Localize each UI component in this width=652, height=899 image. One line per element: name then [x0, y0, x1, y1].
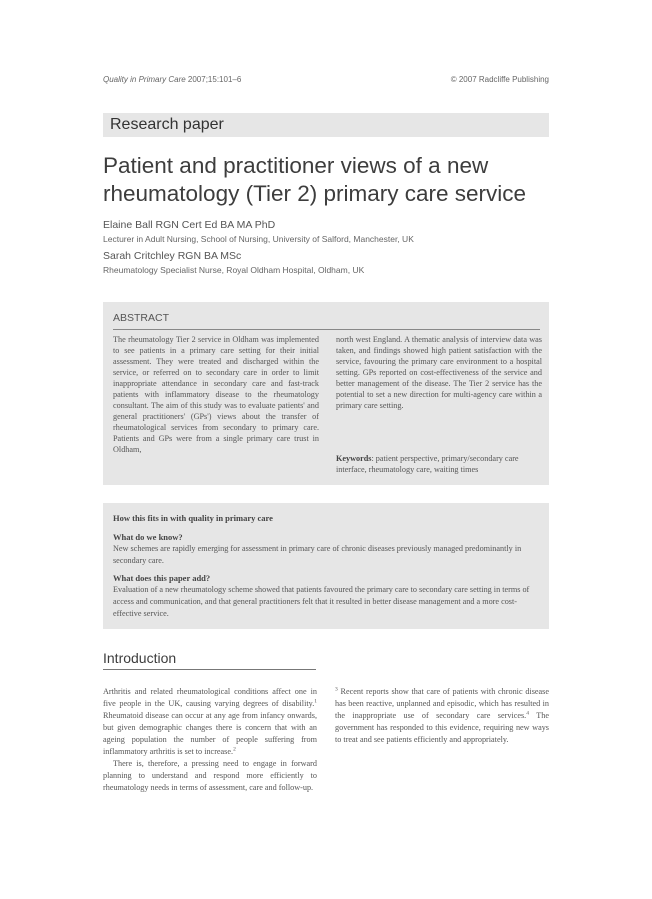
body-column-left	[103, 686, 317, 794]
author-affiliation: Rheumatology Specialist Nurse, Royal Oldham Hospital, Oldham, UK	[103, 265, 365, 275]
quality-box-heading: How this fits in with quality in primary care	[113, 513, 273, 523]
section-heading: Introduction	[103, 650, 177, 666]
paragraph	[103, 758, 317, 794]
text-run: Arthritis and related rheumatological conditions affect one in five people in the UK, causing varying degrees of disability.	[103, 687, 317, 708]
text-run: Recent reports show that care of patients with chronic disease has been reactive, unplanned and episodic, which has resulted in the inappropriate use of secondary care services.	[335, 687, 549, 720]
section-banner	[103, 113, 549, 137]
keywords-label: Keywords	[336, 454, 372, 463]
paragraph	[335, 686, 549, 746]
section-label: Research paper	[110, 116, 224, 133]
abstract-text-left: The rheumatology Tier 2 service in Oldham was implemented to see patients in a primary care setting for their initial assessment. They were treated and discharged within the service, or referred on to secondary care in order to limit inappropriate attendance in secondary care and fast-track patients with inflammatory disease to the rheumatology consultant. The aim of this study was to evaluate patients' and general practitioners' (GPs') views about the transfer of rheumatological services from secondary to primary care. Patients and GPs were from a single primary care trust in Oldham,	[113, 335, 319, 454]
text-run: Rheumatoid disease can occur at any age from infancy onwards, but given demographic changes there is concern that with an ageing population the number of people suffering from inflammatory arthritis is set to increase.	[103, 711, 317, 756]
article-title: Patient and practitioner views of a new rheumatology (Tier 2) primary care service	[103, 153, 527, 206]
journal-name: Quality in Primary Care	[103, 75, 186, 84]
body-column-right	[335, 686, 549, 746]
citation: 2007;15:101–6	[185, 75, 242, 84]
reference-marker: 4	[526, 710, 529, 717]
author-affiliation: Lecturer in Adult Nursing, School of Nursing, University of Salford, Manchester, UK	[103, 234, 414, 244]
quality-box-answer: Evaluation of a new rheumatology scheme showed that patients favoured the primary care to secondary care setting in terms of access and communication, and that general practitioners felt that it resulted in better disease management and a more cost-effective service.	[113, 585, 530, 618]
abstract-keywords	[336, 453, 542, 475]
keywords-text: : patient perspective, primary/secondary care interface, rheumatology care, waiting times	[336, 454, 519, 474]
reference-marker: 2	[233, 746, 236, 753]
abstract-text-right: north west England. A thematic analysis of interview data was taken, and findings showed high patient satisfaction with the service, favouring the primary care environment to a hospital setting. GPs reported on cost-effectiveness of the service and better management of the disease. The Tier 2 service has the potential to set a new direction for multi-agency care within a primary care setting.	[336, 335, 542, 410]
abstract-box	[103, 302, 549, 485]
quality-box-question: What does this paper add?	[113, 573, 211, 583]
journal-citation	[103, 75, 241, 84]
quality-box-question: What do we know?	[113, 532, 183, 542]
quality-box	[103, 503, 549, 629]
author-name: Sarah Critchley RGN BA MSc	[103, 250, 242, 262]
text-run: There is, therefore, a pressing need to engage in forward planning to understand and respond more efficiently to rheumatology needs in terms of assessment, care and follow-up.	[103, 759, 317, 792]
abstract-heading: ABSTRACT	[113, 312, 170, 324]
text-run: The government has responded to this evidence, requiring new ways to treat and see patients efficiently and appropriately.	[335, 711, 549, 744]
author-name: Elaine Ball RGN Cert Ed BA MA PhD	[103, 219, 276, 231]
section-heading-rule	[103, 669, 316, 670]
reference-marker: 3	[335, 686, 338, 693]
copyright: © 2007 Radcliffe Publishing	[450, 75, 549, 84]
reference-marker: 1	[314, 698, 317, 705]
quality-box-answer: New schemes are rapidly emerging for assessment in primary care of chronic diseases previously managed predominantly in secondary care.	[113, 544, 522, 565]
paragraph	[103, 686, 317, 758]
abstract-divider	[113, 329, 540, 330]
